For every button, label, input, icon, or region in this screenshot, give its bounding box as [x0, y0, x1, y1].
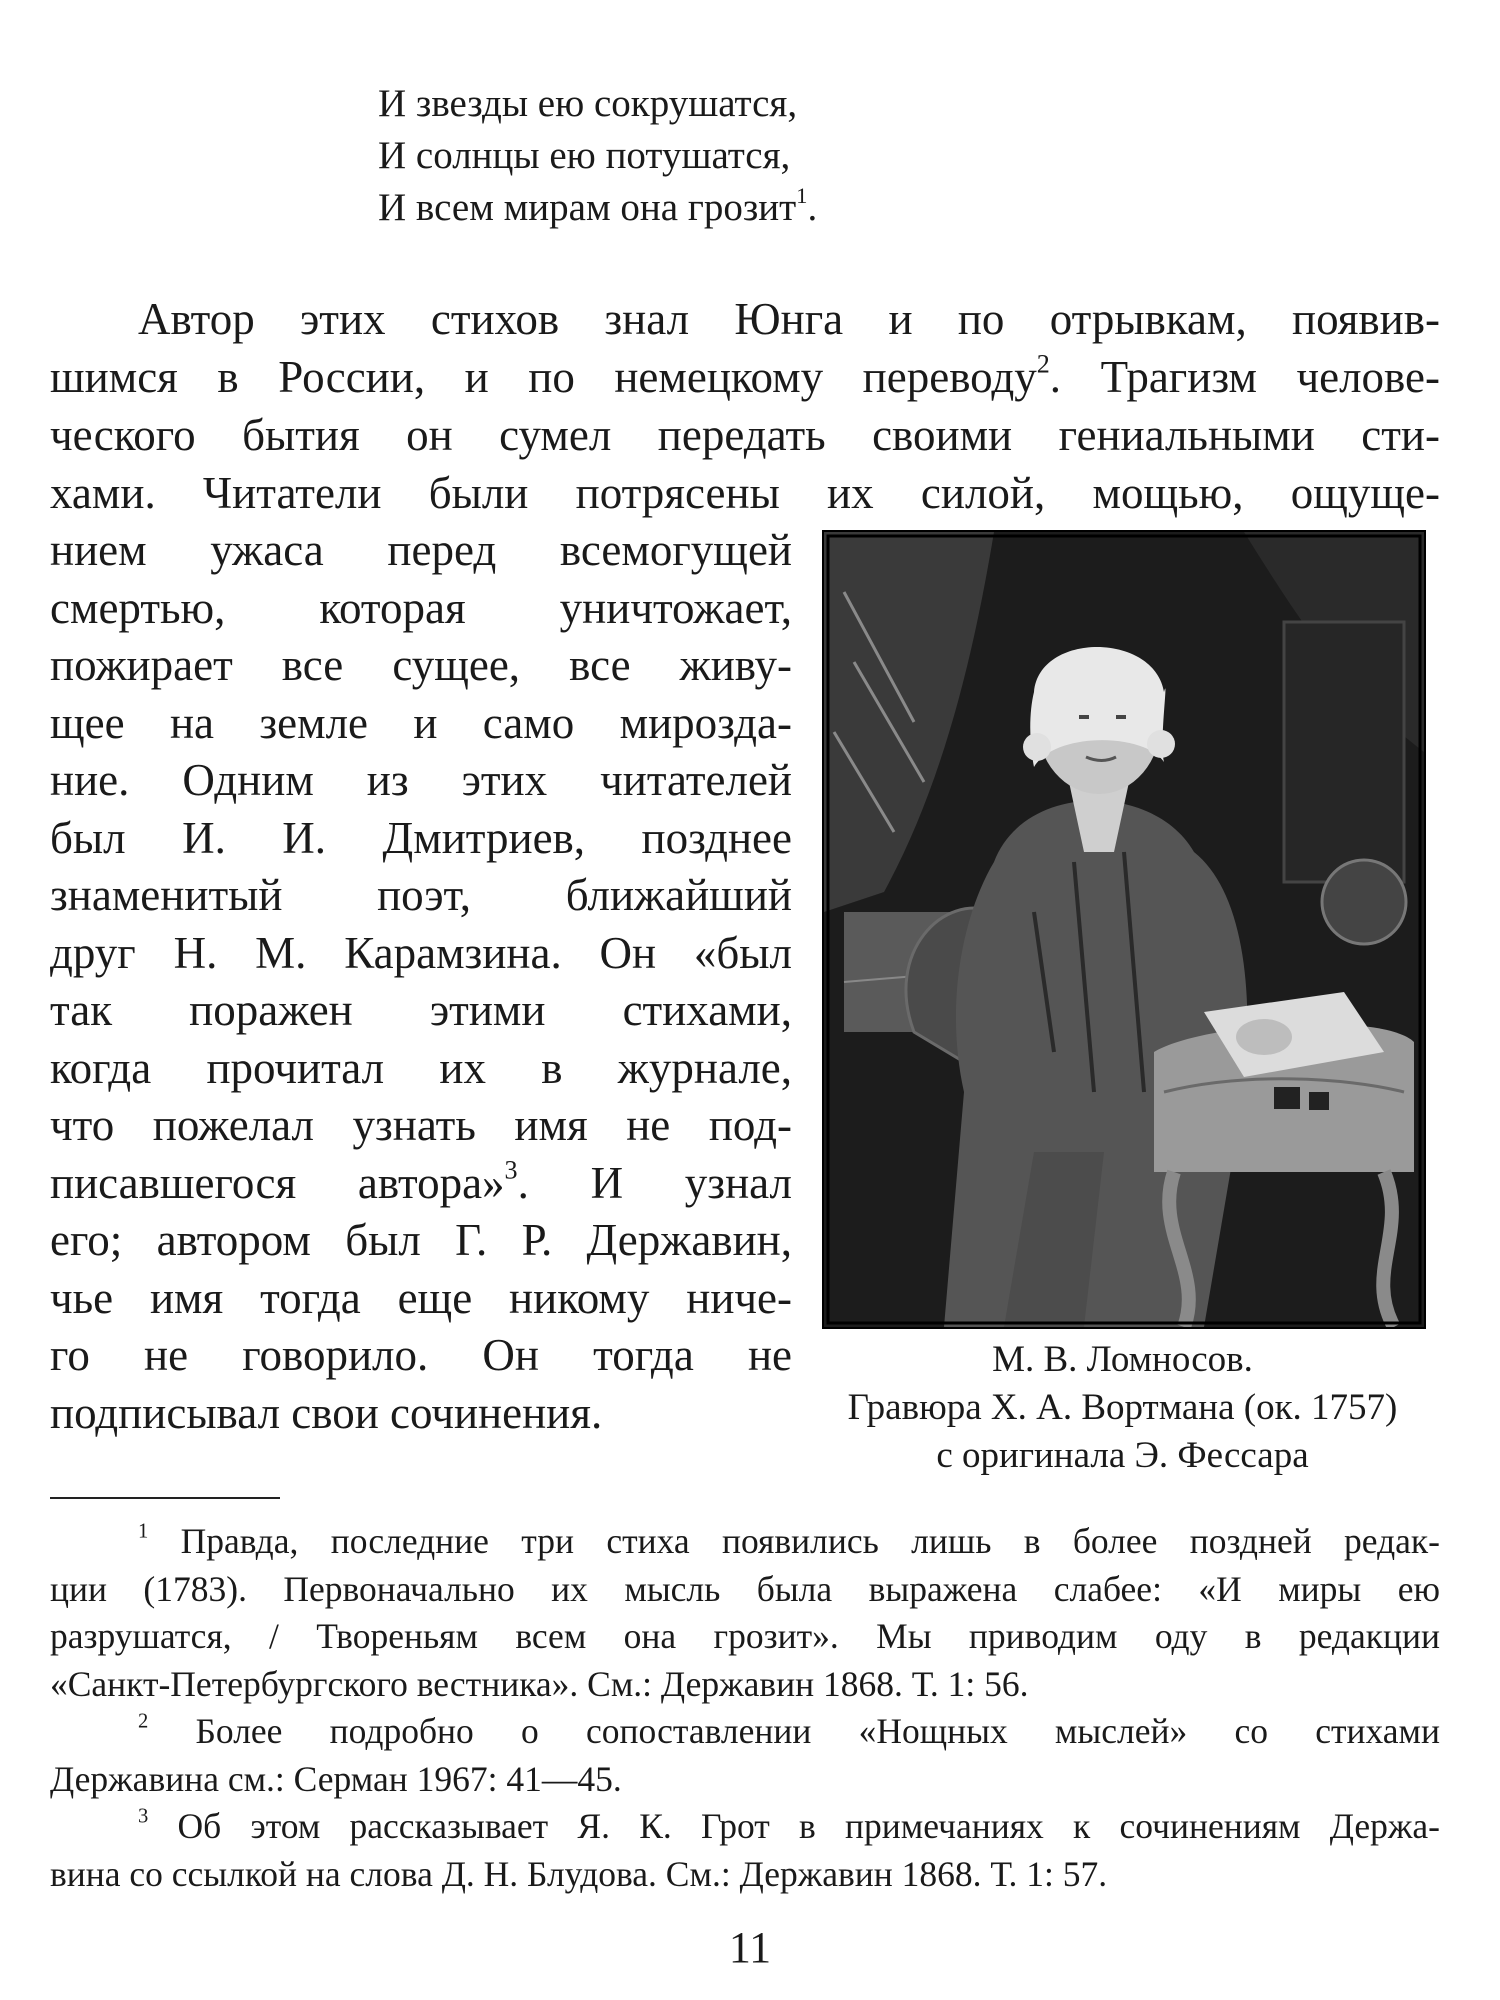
text-line: подписывал свои сочинения. — [50, 1387, 603, 1438]
footnote-ref[interactable]: 3 — [504, 1154, 518, 1184]
text-line: смертью, которая уничтожает, — [50, 582, 792, 633]
footnote-ref[interactable]: 2 — [1036, 349, 1050, 379]
footnote-line — [50, 1518, 1440, 1566]
text-line: так поражен этими стихами, — [50, 985, 792, 1035]
text-line: что пожелал узнать имя не под- — [50, 1100, 792, 1150]
text-line: го не говорило. Он тогда не — [50, 1330, 792, 1380]
caption-line: М. В. Ломносов. — [992, 1339, 1253, 1380]
main-paragraph-column — [50, 522, 792, 1442]
verse-line-text: И всем мирам она грозит — [378, 186, 797, 229]
text-line: Автор этих стихов знал Юнга и по отрывкам, появив- — [138, 294, 1440, 344]
footnote-line: вина со ссылкой на слова Д. Н. Блудова. См.: Державин 1868. Т. 1: 57. — [50, 1853, 1108, 1894]
text-segment: писавшегося автора» — [50, 1157, 505, 1208]
text-line: знаменитый поэт, ближайший — [50, 870, 792, 920]
text-line: щее на земле и само мирозда- — [50, 697, 792, 748]
portrait-engraving — [822, 530, 1426, 1329]
text-segment: шимся в России, и по немецкому переводу — [50, 352, 1037, 402]
text-line: ние. Одним из этих читателей — [50, 755, 792, 805]
footnote-text: Правда, последние три стиха появились лишь в более поздней редак- — [148, 1521, 1440, 1561]
footnote-text: Более подробно о сопоставлении «Нощных мыслей» со стихами — [148, 1711, 1440, 1751]
verse-line — [378, 182, 1178, 234]
text-line: его; автором был Г. Р. Державин, — [50, 1215, 792, 1265]
engraving-image — [824, 532, 1424, 1327]
caption-line: с оригинала Э. Фессара — [936, 1435, 1309, 1476]
footnote-line: Державина см.: Серман 1967: 41—45. — [50, 1758, 622, 1799]
text-segment: . И узнал — [517, 1157, 792, 1208]
page-number: 11 — [728, 1923, 772, 1972]
footnote-separator — [50, 1497, 280, 1499]
footnotes — [50, 1518, 1440, 1898]
footnote-line: разрушатся, / Твореньям всем она грозит». Мы приводим оду в редакции — [50, 1616, 1440, 1656]
verse-line: И звезды ею сокрушатся, — [378, 82, 798, 125]
footnote-number: 1 — [138, 1520, 149, 1543]
footnote-line — [50, 1708, 1440, 1756]
text-line: друг Н. М. Карамзина. Он «был — [50, 927, 792, 978]
main-paragraph-wide — [50, 290, 1440, 522]
footnote-line: «Санкт-Петербургского вестника». См.: Державин 1868. Т. 1: 56. — [50, 1663, 1029, 1704]
text-line: хами. Читатели были потрясены их силой, мощью, ощуще- — [50, 468, 1440, 518]
text-line: чье имя тогда еще никому ниче- — [50, 1272, 792, 1323]
text-segment: . Трагизм челове- — [1049, 352, 1441, 402]
text-line: пожирает все сущее, все живу- — [50, 640, 792, 690]
poem-verse — [378, 78, 1178, 234]
text-line: нием ужаса перед всемогущей — [50, 525, 792, 575]
text-line: был И. И. Дмитриев, позднее — [50, 812, 792, 863]
footnote-number: 2 — [138, 1710, 149, 1733]
caption-line: Гравюра Х. А. Вортмана (ок. 1757) — [847, 1387, 1398, 1428]
text-line: ческого бытия он сумел передать своими гениальными сти- — [50, 410, 1440, 460]
verse-line: И солнцы ею потушатся, — [378, 134, 791, 177]
footnote-line: ции (1783). Первоначально их мысль была выражена слабее: «И миры ею — [50, 1568, 1440, 1609]
verse-end: . — [807, 186, 818, 229]
figure-caption — [780, 1336, 1465, 1480]
text-line — [50, 1155, 792, 1213]
footnote-number: 3 — [138, 1805, 149, 1828]
footnote-line — [50, 1803, 1440, 1851]
text-line: когда прочитал их в журнале, — [50, 1042, 792, 1093]
text-line — [50, 348, 1440, 406]
footnote-text: Об этом рассказывает Я. К. Грот в примечаниях к сочинениям Держа- — [148, 1806, 1440, 1846]
footnote-ref[interactable]: 1 — [796, 183, 808, 209]
